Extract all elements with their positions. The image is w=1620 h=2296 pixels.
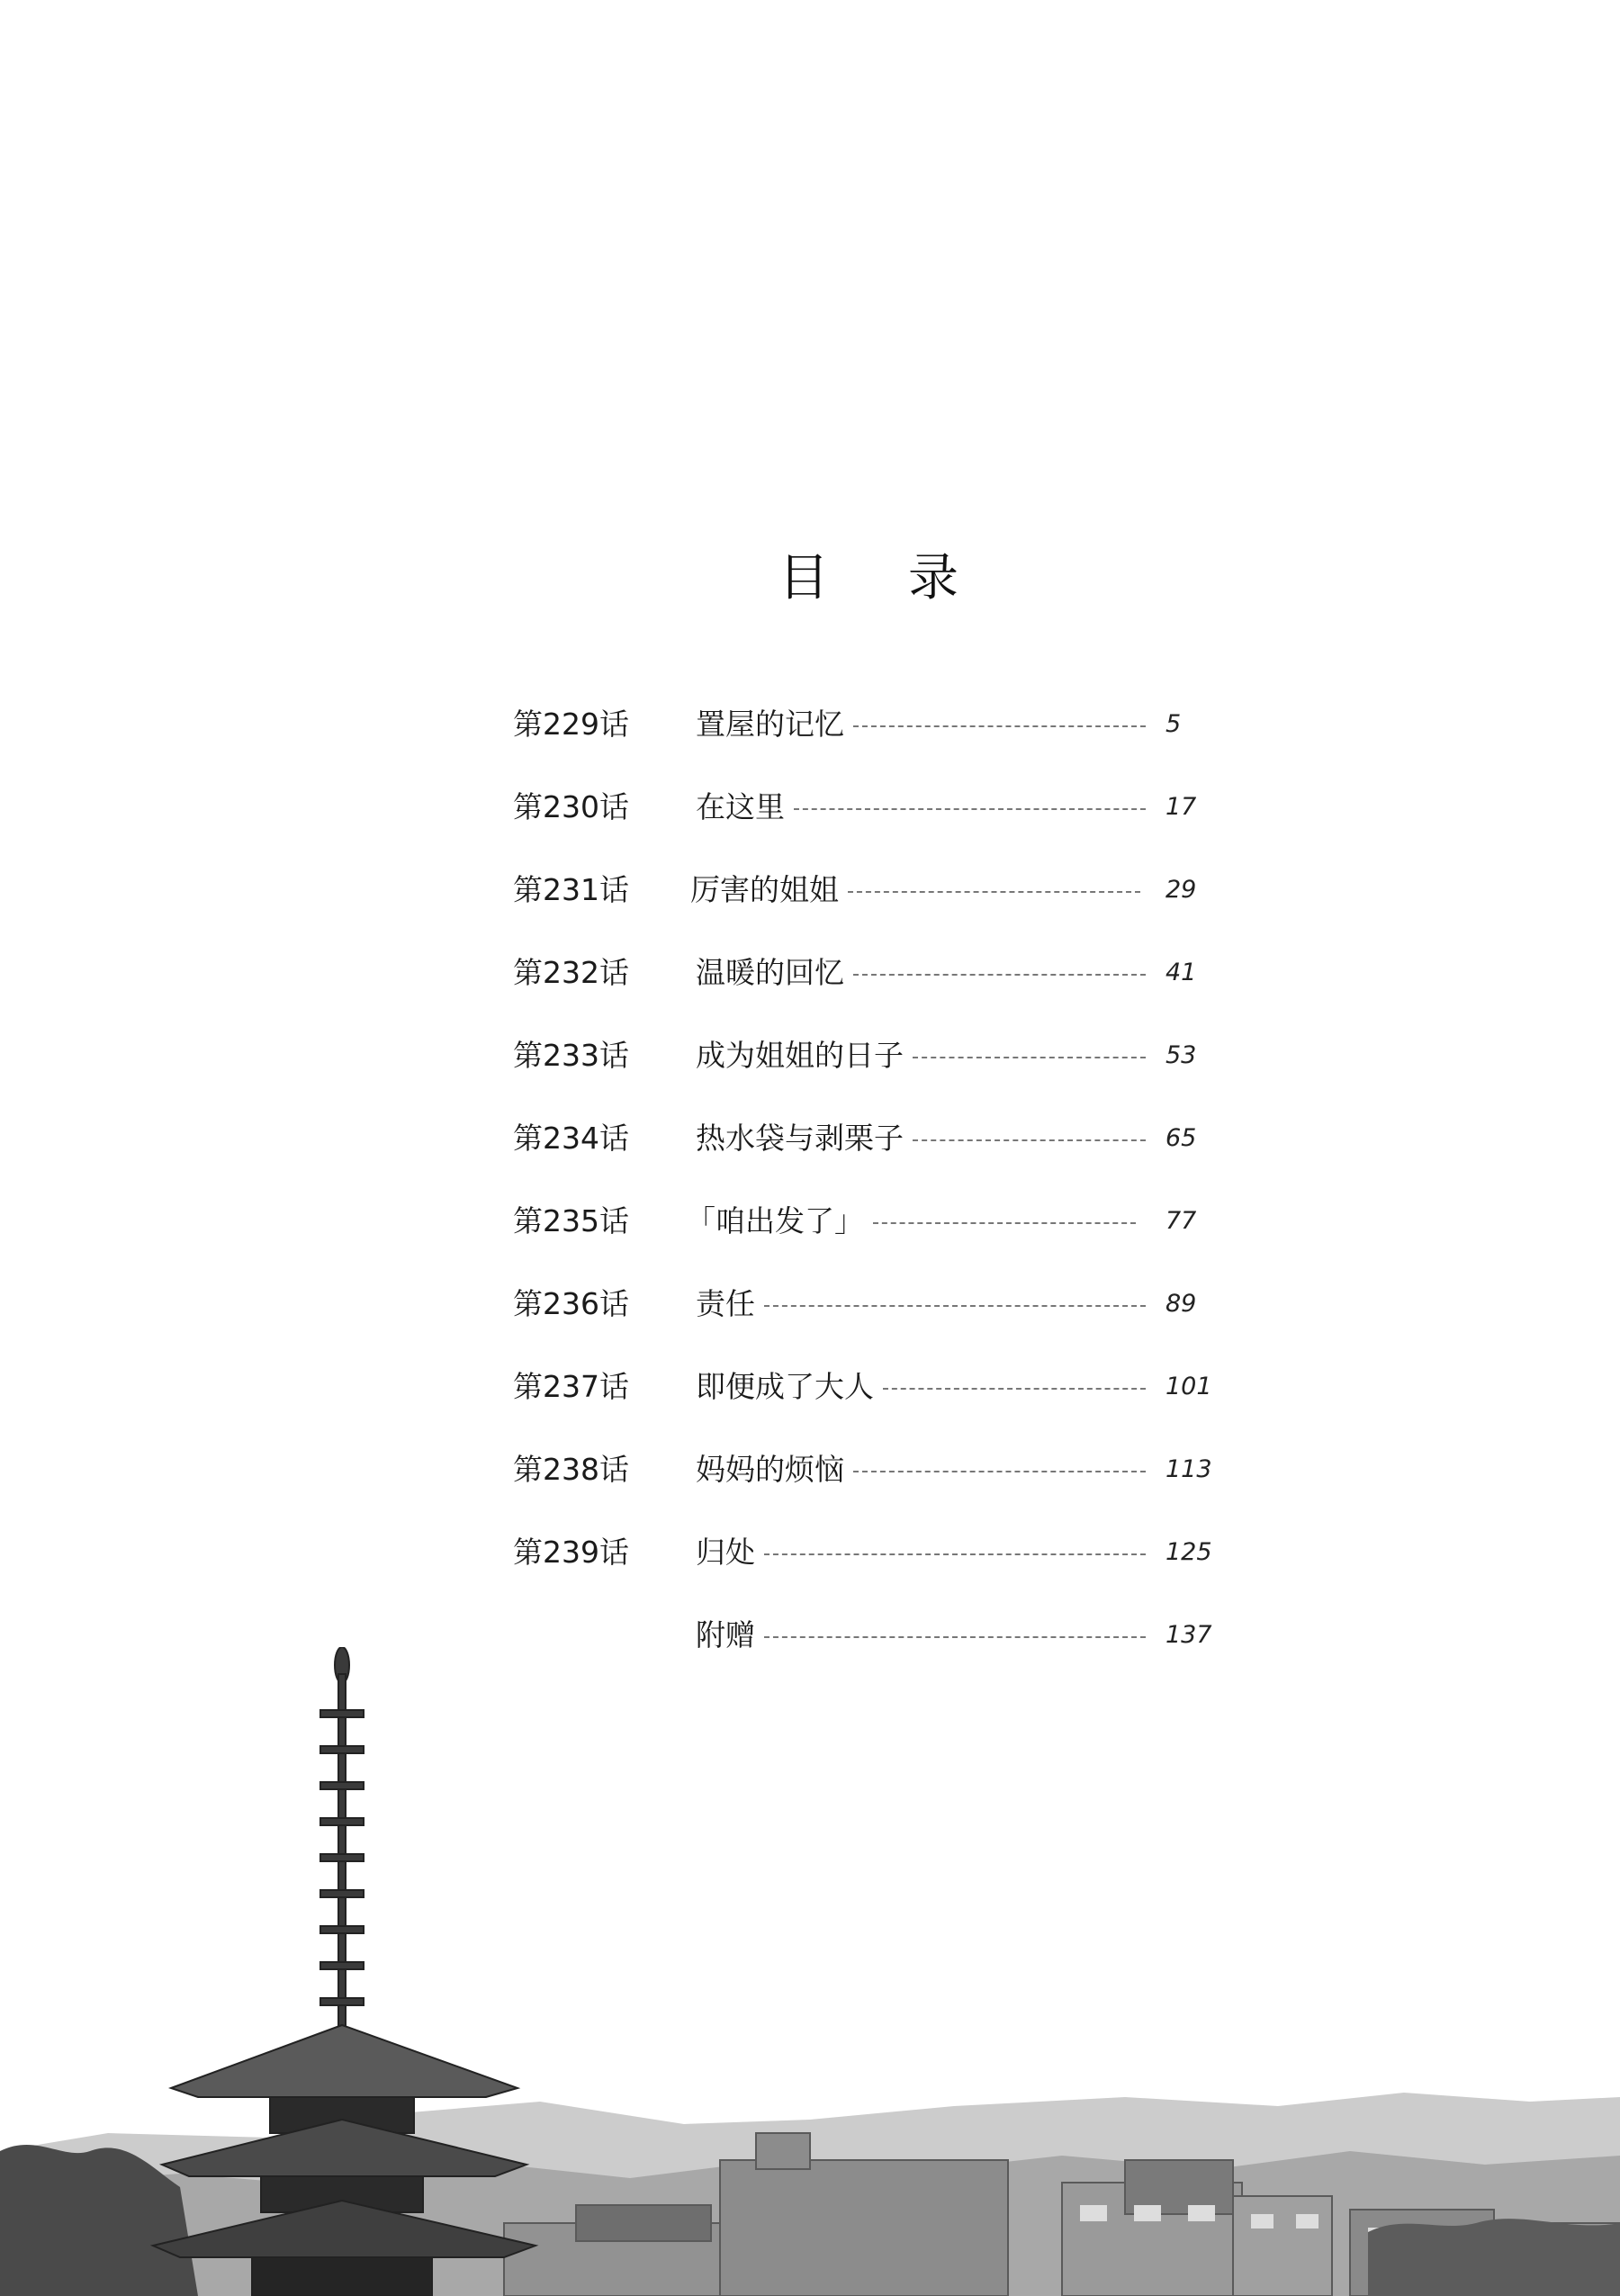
chapter-title: 责任 [696,1286,755,1321]
page-number: 101 [1166,1373,1212,1400]
chapter-title-wrap [696,707,1146,743]
page-number: 17 [1166,793,1197,821]
toc-entry[interactable] [0,863,1620,917]
page-number: 77 [1166,1207,1197,1235]
dotted-leader [913,1057,1146,1058]
page-title [778,538,958,610]
chapter-number: 第234话 [513,1121,629,1156]
chapter-number: 第238话 [513,1452,629,1487]
chapter-title: 附赠 [696,1617,755,1652]
page-number: 137 [1166,1621,1212,1649]
toc-entry[interactable] [0,1194,1620,1248]
toc-entry[interactable] [0,698,1620,752]
page-number: 89 [1166,1290,1197,1318]
dotted-leader [913,1139,1146,1141]
toc-entry[interactable] [0,1029,1620,1083]
toc-entry[interactable] [0,1526,1620,1580]
chapter-title: 厉害的姐姐 [690,872,839,907]
page-number: 29 [1166,876,1197,904]
chapter-number: 第237话 [513,1369,629,1404]
chapter-title-wrap [696,789,1146,825]
pagoda-townscape-illustration [0,1647,1620,2296]
chapter-number: 第232话 [513,955,629,990]
dotted-leader [883,1388,1146,1390]
chapter-title: 成为姐姐的日子 [696,1038,904,1073]
chapter-title: 妈妈的烦恼 [696,1452,844,1487]
chapter-title-wrap [696,1286,1146,1322]
dotted-leader [764,1553,1146,1555]
chapter-title-wrap [696,1369,1146,1405]
dotted-leader [853,974,1146,976]
dotted-leader [853,725,1146,727]
chapter-number: 第231话 [513,872,629,907]
page-number: 125 [1166,1538,1212,1566]
title-char-1: 目 [778,549,829,608]
chapter-title-wrap [696,1038,1146,1074]
chapter-title-wrap [696,1535,1146,1571]
chapter-number: 第239话 [513,1535,629,1570]
toc-entry[interactable] [0,1443,1620,1497]
dotted-leader [873,1222,1136,1224]
dotted-leader [794,808,1146,810]
toc-entry[interactable] [0,1277,1620,1331]
chapter-number: 第230话 [513,789,629,824]
right-trees [1368,2219,1620,2296]
chapter-title-wrap [696,1121,1146,1157]
title-char-2: 录 [908,549,958,608]
chapter-title: 置屋的记忆 [696,707,844,742]
chapter-title: 温暖的回忆 [696,955,844,990]
chapter-title-wrap [690,872,1140,908]
toc-entry[interactable] [0,946,1620,1000]
chapter-title-wrap [696,1452,1146,1488]
dotted-leader [848,891,1140,893]
page-number: 65 [1166,1124,1197,1152]
chapter-title: 在这里 [696,789,785,824]
chapter-title-wrap [696,955,1146,991]
chapter-number: 第229话 [513,707,629,742]
page-number: 113 [1166,1455,1212,1483]
toc-entry[interactable] [0,780,1620,834]
chapter-title: 归处 [696,1535,755,1570]
chapter-title: 「咱出发了」 [686,1203,864,1238]
chapter-title: 即便成了大人 [696,1369,874,1404]
toc-entry[interactable] [0,1360,1620,1414]
page-number: 5 [1166,710,1182,738]
dotted-leader [853,1471,1146,1472]
dotted-leader [764,1305,1146,1307]
chapter-number: 第235话 [513,1203,629,1238]
chapter-title-wrap [686,1203,1136,1239]
page-number: 53 [1166,1041,1197,1069]
chapter-number: 第233话 [513,1038,629,1073]
dotted-leader [764,1636,1146,1638]
chapter-number: 第236话 [513,1286,629,1321]
page-number: 41 [1166,959,1197,986]
chapter-title: 热水袋与剥栗子 [696,1121,904,1156]
toc-entry[interactable] [0,1112,1620,1166]
